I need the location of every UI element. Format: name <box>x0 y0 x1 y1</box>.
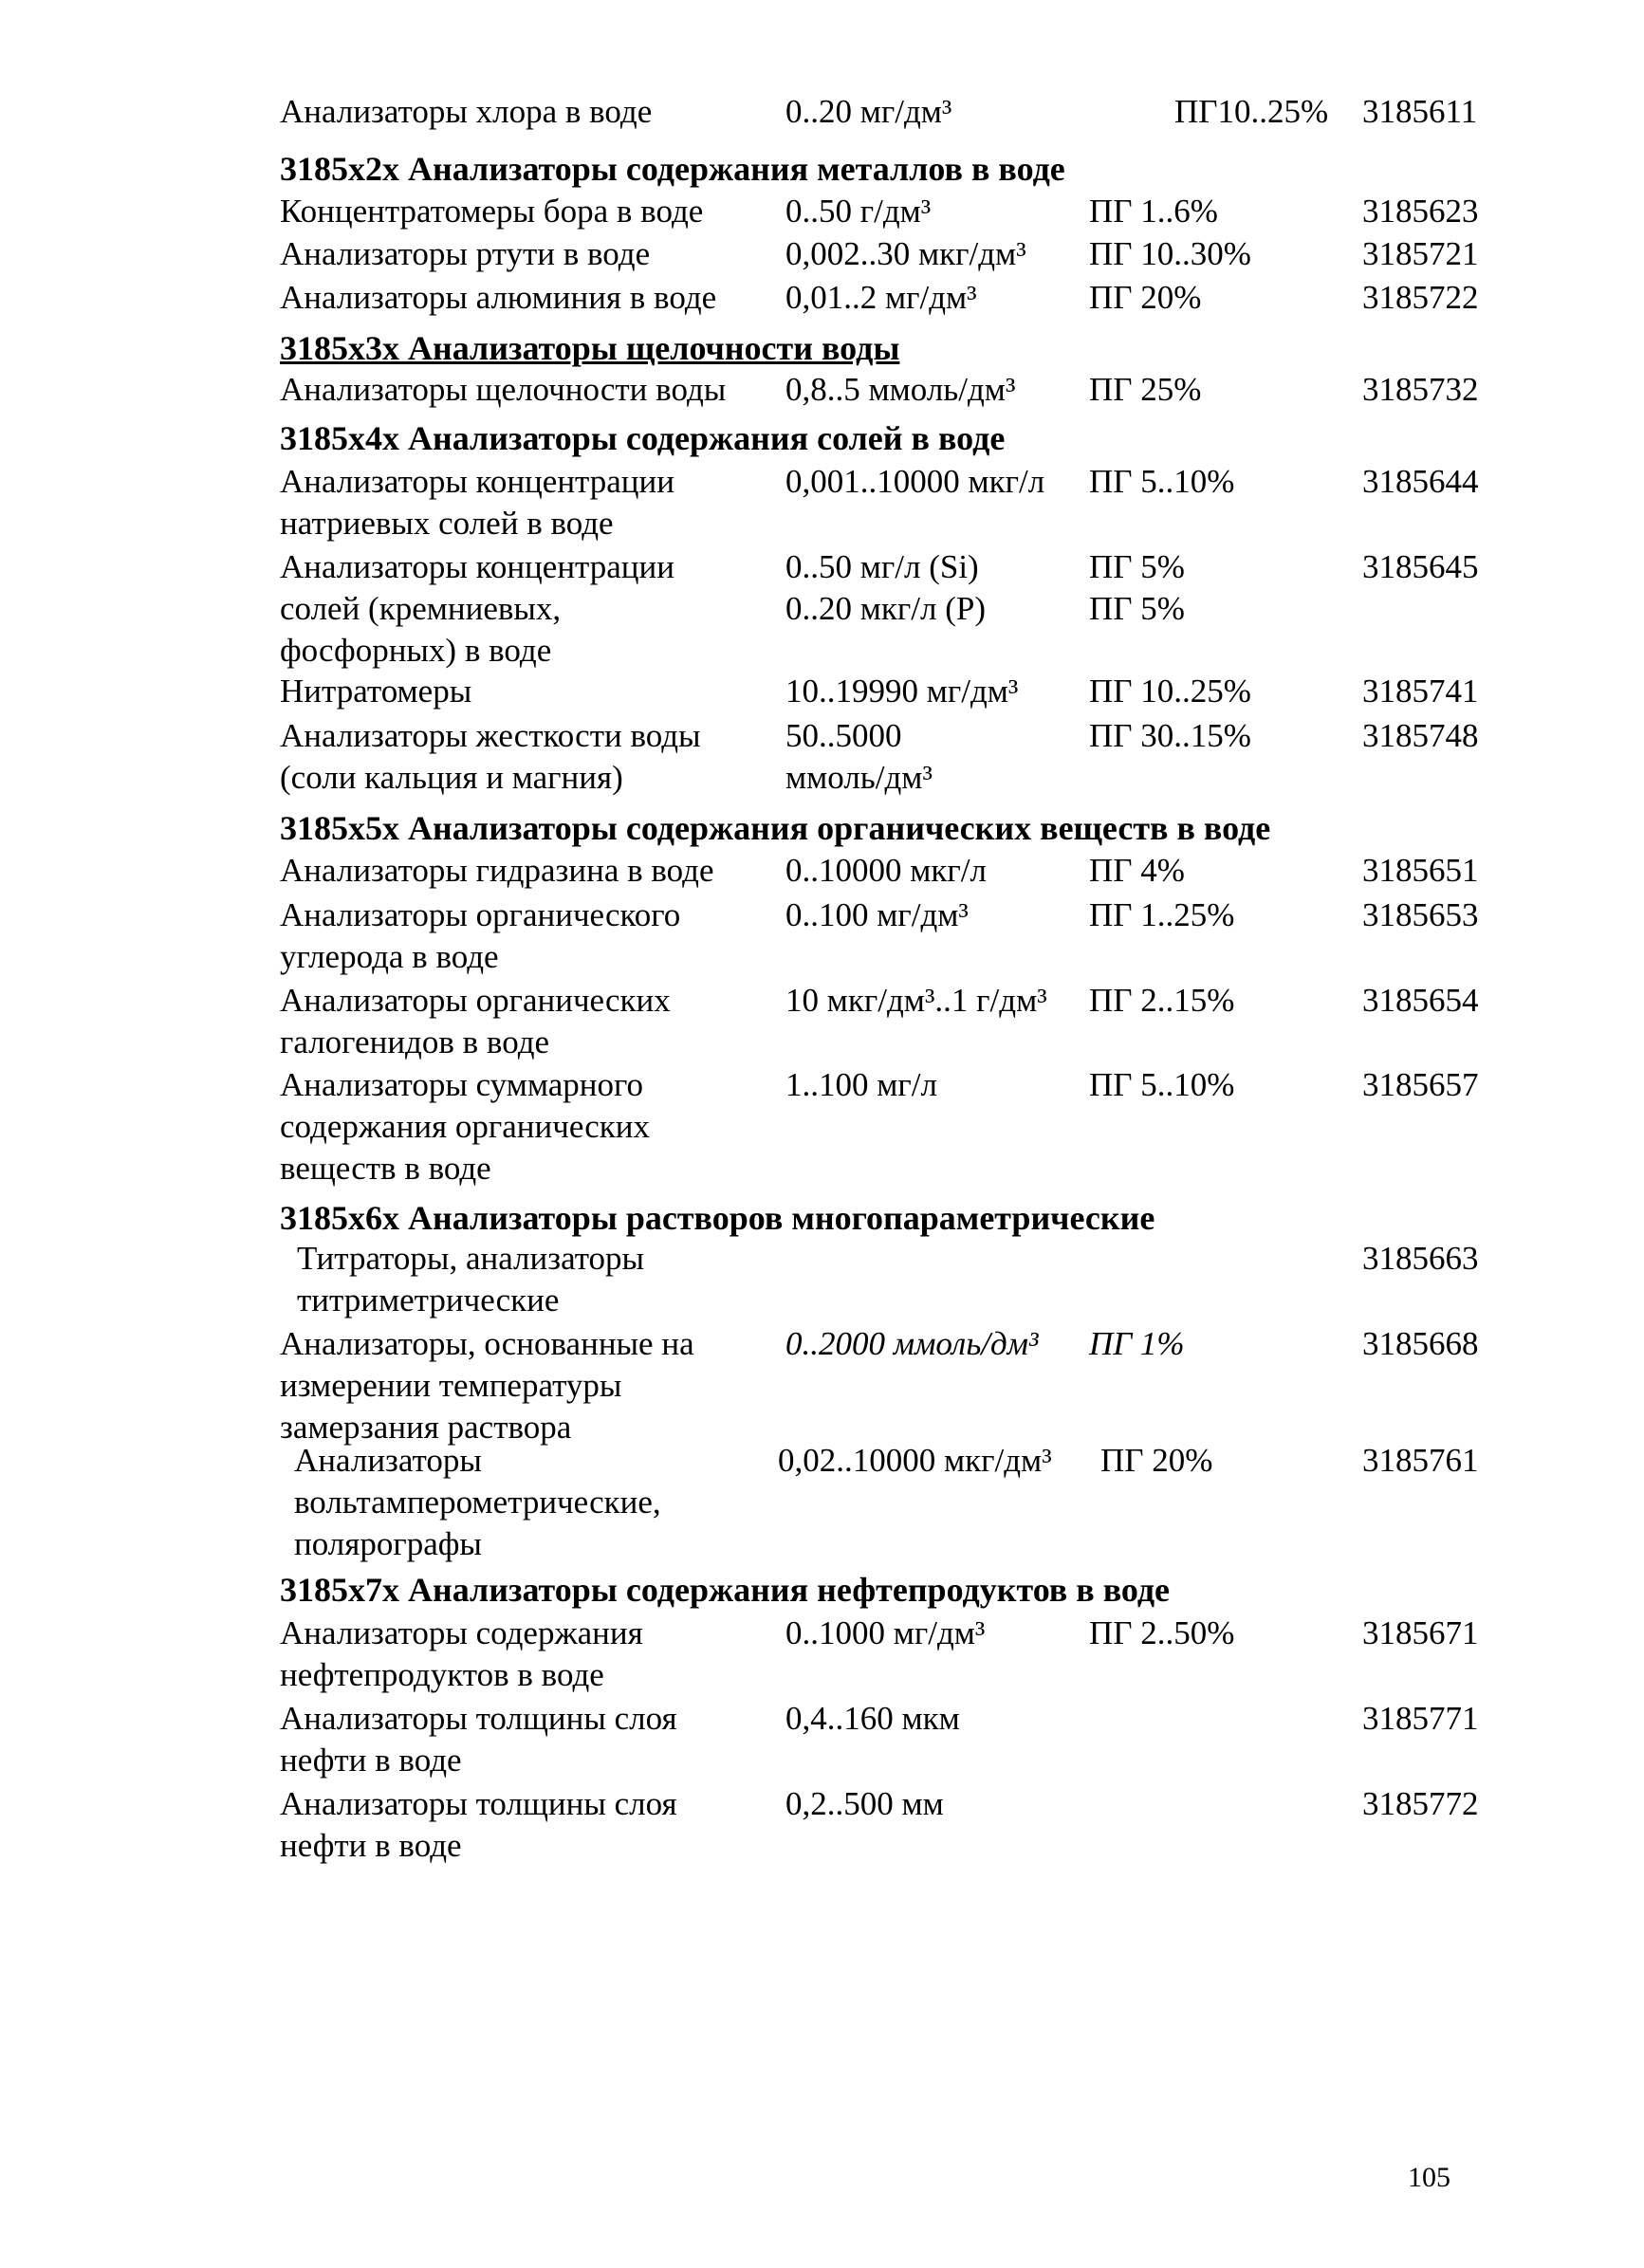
item-code: 3185721 <box>1362 235 1479 272</box>
item-error <box>1089 1064 1234 1106</box>
item-error-line: ПГ 5% <box>1089 590 1185 627</box>
item-name-line: нефтепродуктов в воде <box>280 1656 604 1693</box>
item-range <box>785 233 1026 275</box>
item-name-line: галогенидов в воде <box>280 1023 550 1060</box>
item-error-line: ПГ 10..30% <box>1089 235 1251 272</box>
item-error <box>1174 91 1328 133</box>
item-error <box>1089 850 1185 892</box>
item-range-line: 0..2000 ммоль/дм³ <box>785 1325 1039 1362</box>
item-name-line: Анализаторы толщины слоя <box>280 1785 677 1822</box>
item-error-line: ПГ 5..10% <box>1089 1066 1235 1103</box>
item-code: 3185611 <box>1362 93 1478 130</box>
item-name <box>280 1323 694 1448</box>
item-name <box>280 980 671 1063</box>
item-name-line: Анализаторы жесткости воды <box>280 717 701 754</box>
item-error <box>1089 715 1251 757</box>
item-range <box>785 1783 944 1825</box>
item-name <box>280 546 674 672</box>
item-code: 3185748 <box>1362 717 1479 754</box>
item-range <box>785 1613 985 1654</box>
item-range-line: 0,2..500 мм <box>785 1785 944 1822</box>
item-range-line: 1..100 мг/л <box>785 1066 937 1103</box>
item-range-line: 0,02..10000 мкг/дм³ <box>778 1442 1052 1479</box>
item-range-line: 0,002..30 мкг/дм³ <box>785 235 1026 272</box>
item-range <box>785 671 1018 712</box>
item-code: 3185668 <box>1362 1325 1479 1362</box>
item-name-line: содержания органических <box>280 1108 651 1145</box>
item-name <box>280 233 650 275</box>
item-name <box>280 1783 677 1867</box>
item-range-line: 0..50 г/дм³ <box>785 193 932 230</box>
item-error-line: ПГ 20% <box>1100 1442 1213 1479</box>
item-name-line: углерода в воде <box>280 938 499 975</box>
item-name-line: Анализаторы, основанные на <box>280 1325 694 1362</box>
item-range-line: 0..1000 мг/дм³ <box>785 1614 986 1651</box>
item-name <box>280 1613 643 1696</box>
item-error <box>1089 1323 1185 1365</box>
item-range <box>785 91 951 133</box>
item-error-line: ПГ 25% <box>1089 371 1202 408</box>
item-name-line: нефти в воде <box>280 1742 462 1779</box>
item-range-line: 10 мкг/дм³..1 г/дм³ <box>785 982 1047 1019</box>
item-code: 3185741 <box>1362 673 1479 710</box>
item-name-line: Анализаторы гидразина в воде <box>280 852 714 889</box>
item-code: 3185771 <box>1362 1700 1479 1737</box>
item-name <box>280 277 716 319</box>
item-error-line: ПГ 10..25% <box>1089 673 1251 710</box>
item-range <box>785 369 1015 411</box>
item-name-line: Анализаторы хлора в воде <box>280 93 653 130</box>
item-error-line: ПГ 20% <box>1089 279 1202 316</box>
item-range-line: 0..50 мг/л (Si) <box>785 548 979 585</box>
item-name-line: нефти в воде <box>280 1827 462 1864</box>
item-name-line: Анализаторы ртути в воде <box>280 235 651 272</box>
item-error-line: ПГ10..25% <box>1174 93 1329 130</box>
item-code: 3185651 <box>1362 852 1479 889</box>
item-name <box>297 1238 644 1321</box>
item-range <box>785 715 933 799</box>
item-error <box>1089 1613 1234 1654</box>
item-range <box>778 1440 1052 1482</box>
item-error <box>1089 277 1201 319</box>
item-code: 3185732 <box>1362 371 1479 408</box>
item-name-line: натриевых солей в воде <box>280 505 614 542</box>
item-range-line: 0..10000 мкг/л <box>785 852 987 889</box>
item-error-line: ПГ 30..15% <box>1089 717 1251 754</box>
item-error-line: ПГ 1..6% <box>1089 193 1218 230</box>
section-heading: 3185х6х Анализаторы растворов многопараметрические <box>280 1199 1155 1237</box>
item-name-line: (соли кальция и магния) <box>280 759 623 796</box>
item-error <box>1089 191 1218 232</box>
item-name-line: Титраторы, анализаторы <box>297 1240 645 1277</box>
section-heading: 3185х5х Анализаторы содержания органических веществ в воде <box>280 809 1271 847</box>
item-name-line: веществ в воде <box>280 1150 491 1187</box>
item-code: 3185623 <box>1362 193 1479 230</box>
item-name <box>280 191 703 232</box>
item-error <box>1089 671 1251 712</box>
item-range-line: ммоль/дм³ <box>785 759 933 796</box>
item-name-line: полярографы <box>294 1525 482 1562</box>
item-name <box>280 1698 677 1781</box>
item-range-line: 10..19990 мг/дм³ <box>785 673 1019 710</box>
item-name-line: солей (кремниевых, <box>280 590 562 627</box>
item-name-line: Анализаторы алюминия в воде <box>280 279 717 316</box>
item-name <box>280 671 471 712</box>
item-code: 3185772 <box>1362 1785 1479 1822</box>
item-range-line: 50..5000 <box>785 717 902 754</box>
item-code: 3185761 <box>1362 1442 1479 1479</box>
item-name-line: замерзания раствора <box>280 1409 572 1446</box>
item-range-line: 0,01..2 мг/дм³ <box>785 279 977 316</box>
item-range <box>785 850 987 892</box>
item-range <box>785 1064 937 1106</box>
item-range-line: 0..100 мг/дм³ <box>785 896 969 933</box>
item-name <box>280 850 714 892</box>
item-error <box>1089 546 1185 630</box>
item-range <box>785 980 1047 1022</box>
item-name <box>280 1064 650 1189</box>
section-heading: 3185х4х Анализаторы содержания солей в воде <box>280 419 1006 457</box>
item-name-line: Анализаторы содержания <box>280 1614 643 1651</box>
item-name-line: Анализаторы органического <box>280 896 681 933</box>
section-heading: 3185х2х Анализаторы содержания металлов в воде <box>280 150 1065 188</box>
item-name-line: Анализаторы <box>294 1442 482 1479</box>
item-error-line: ПГ 5% <box>1089 548 1185 585</box>
item-name <box>280 461 674 544</box>
item-error-line: ПГ 2..50% <box>1089 1614 1235 1651</box>
item-code: 3185663 <box>1362 1240 1479 1277</box>
item-error-line: ПГ 5..10% <box>1089 463 1235 500</box>
item-name-line: Концентратомеры бора в воде <box>280 193 704 230</box>
item-code: 3185645 <box>1362 548 1479 585</box>
item-name <box>280 91 652 133</box>
item-name <box>280 369 726 411</box>
item-error <box>1089 369 1201 411</box>
item-code: 3185722 <box>1362 279 1479 316</box>
item-range-line: 0,8..5 ммоль/дм³ <box>785 371 1016 408</box>
item-range <box>785 191 931 232</box>
item-name-line: Нитратомеры <box>280 673 472 710</box>
item-name-line: измерении температуры <box>280 1367 622 1404</box>
item-range <box>785 277 977 319</box>
item-name-line: Анализаторы толщины слоя <box>280 1700 677 1737</box>
item-error <box>1100 1440 1212 1482</box>
item-error <box>1089 461 1234 503</box>
item-code: 3185654 <box>1362 982 1479 1019</box>
item-code: 3185644 <box>1362 463 1479 500</box>
item-name-line: Анализаторы органических <box>280 982 671 1019</box>
item-name-line: Анализаторы концентрации <box>280 548 675 585</box>
item-range-line: 0..20 мг/дм³ <box>785 93 952 130</box>
item-error <box>1089 894 1234 936</box>
item-name-line: фосфорных) в воде <box>280 632 552 669</box>
section-heading: 3185х3х Анализаторы щелочности воды <box>280 329 900 367</box>
item-range <box>785 1323 1039 1365</box>
item-range-line: 0,4..160 мкм <box>785 1700 960 1737</box>
item-name-line: Анализаторы суммарного <box>280 1066 644 1103</box>
item-name <box>280 715 701 799</box>
item-code: 3185671 <box>1362 1614 1479 1651</box>
item-range <box>785 461 1044 503</box>
item-range <box>785 546 986 630</box>
item-range <box>785 894 969 936</box>
item-name <box>280 894 680 978</box>
item-name-line: Анализаторы щелочности воды <box>280 371 727 408</box>
item-error-line: ПГ 4% <box>1089 852 1185 889</box>
item-name-line: титриметрические <box>297 1282 560 1318</box>
item-error-line: ПГ 1% <box>1089 1325 1185 1362</box>
item-range <box>785 1698 960 1740</box>
item-code: 3185657 <box>1362 1066 1479 1103</box>
item-range-line: 0..20 мкг/л (Р) <box>785 590 986 627</box>
item-error-line: ПГ 2..15% <box>1089 982 1235 1019</box>
item-name <box>294 1440 661 1565</box>
page-number: 105 <box>1408 2162 1450 2193</box>
item-code: 3185653 <box>1362 896 1479 933</box>
section-heading: 3185х7х Анализаторы содержания нефтепродуктов в воде <box>280 1571 1171 1609</box>
item-error <box>1089 980 1234 1022</box>
item-name-line: вольтамперометрические, <box>294 1484 661 1521</box>
item-error-line: ПГ 1..25% <box>1089 896 1235 933</box>
item-error <box>1089 233 1251 275</box>
item-range-line: 0,001..10000 мкг/л <box>785 463 1045 500</box>
item-name-line: Анализаторы концентрации <box>280 463 675 500</box>
